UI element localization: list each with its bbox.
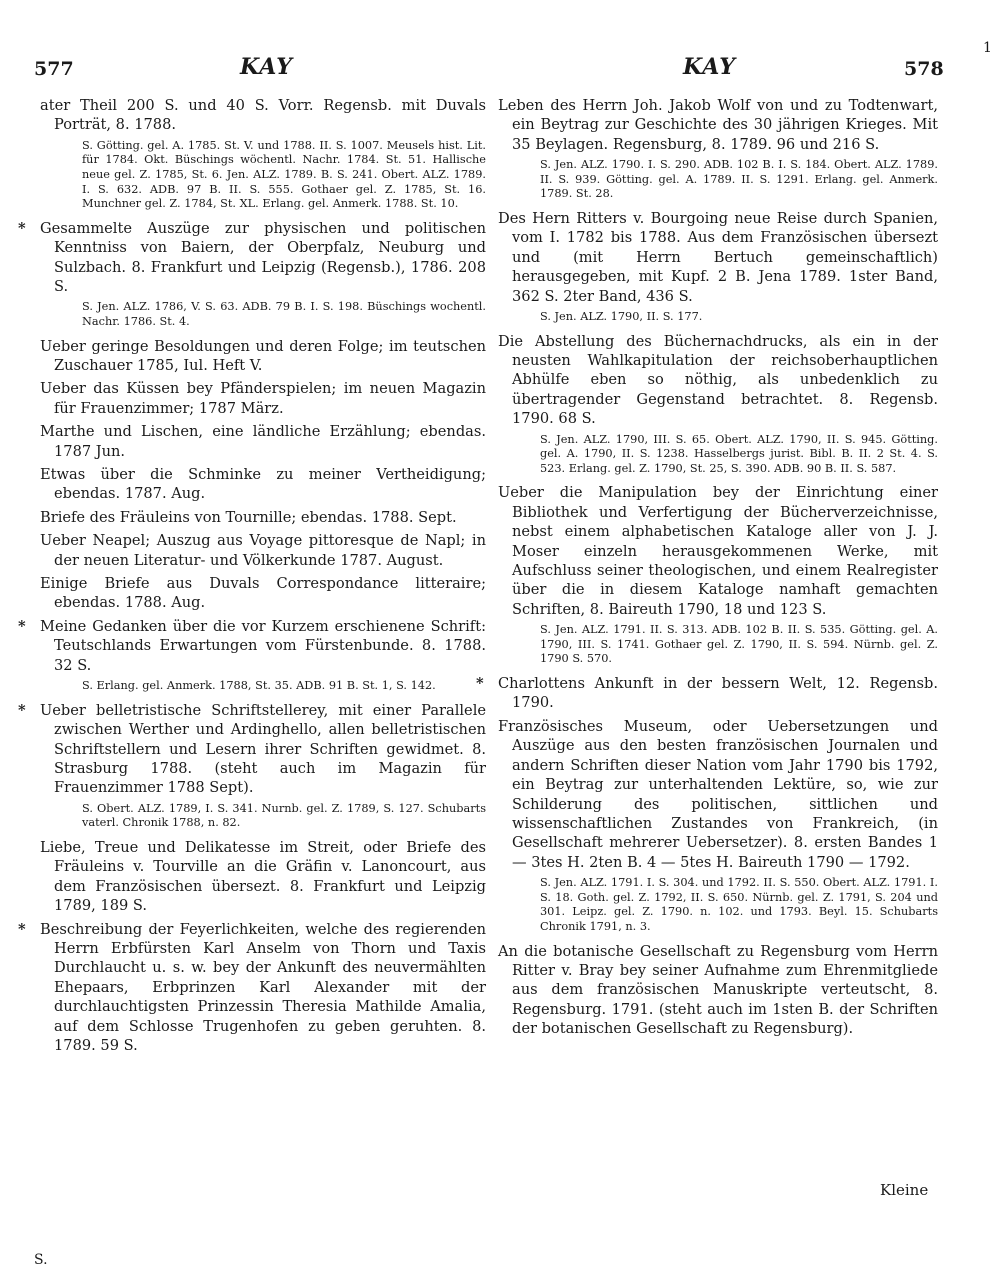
bib-entry: Ueber die Manipulation bey der Einrichtung einer Bibliothek und Verfertigung der Bücherverzeichnisse, nebst einem alphabetischen Kataloge aller von J. J. Moser einzeln herausgekommenen Werke, mit Aufschluss seiner theologischen, und einem Realregister über die in diesem Kataloge namhaft gemachten Schriften, 8. Baireuth 1790, 18 und 123 S. xyxy=(498,484,938,618)
left-page-number: 577 xyxy=(34,58,74,80)
stray-mark-bottom: S. xyxy=(34,1252,48,1268)
bib-entry: * Ueber belletristische Schriftstellerey, mit einer Parallele zwischen Werther und Ardinghello, allen belletristischen Schriftstellern und Lesern ihrer Schriften gewidmet. 8. Strasburg 1788. (steht auch im Magazin für Frauenzimmer 1788 Sept). xyxy=(40,701,486,798)
bib-entry: An die botanische Gesellschaft zu Regensburg vom Herrn Ritter v. Bray bey seiner Aufnahme zum Ehrenmitgliede aus dem französischen Manuskripte verteutscht, 8. Regensburg. 1791. (steht auch im 1sten B. der Schriften der botanischen Gesellschaft zu Regensburg). xyxy=(498,942,938,1038)
review-refs: S. Jen. ALZ. 1791. I. S. 304. und 1792. II. S. 550. Obert. ALZ. 1791. I. S. 18. Goth. gel. Z. 1792, II. S. 650. Nürnb. gel. Z. 1791, S. 204 und 301. Leipz. gel. Z. 1790. n. 102. und 1793. Beyl. 15. Schubarts Chronik 1791, n. 3. xyxy=(540,876,938,933)
bib-entry: Ueber geringe Besoldungen und deren Folge; im teutschen Zuschauer 1785, Iul. Heft V. xyxy=(40,337,486,374)
right-column xyxy=(498,96,938,1043)
review-refs: S. Obert. ALZ. 1789, I. S. 341. Nurnb. gel. Z. 1789, S. 127. Schubarts vaterl. Chronik 1788, n. 82. xyxy=(82,801,486,830)
bib-entry: ater Theil 200 S. und 40 S. Vorr. Regensb. mit Duvals Porträt, 8. 1788. xyxy=(40,97,486,134)
bib-entry: Etwas über die Schminke zu meiner Vertheidigung; ebendas. 1787. Aug. xyxy=(40,466,486,503)
bib-entry: Liebe, Treue und Delikatesse im Streit, oder Briefe des Fräuleins v. Tourville an die Gräfin v. Lanoncourt, aus dem Französischen übersezt. 8. Frankfurt und Leipzig 1789, 189 S. xyxy=(40,838,486,915)
bib-entry: Ueber das Küssen bey Pfänderspielen; im neuen Magazin für Frauenzimmer; 1787 März. xyxy=(40,380,486,417)
left-running-head: KAY xyxy=(240,54,293,80)
review-refs: S. Jen. ALZ. 1791. II. S. 313. ADB. 102 B. II. S. 535. Götting. gel. A. 1790, III. S. 1741. Gothaer gel. Z. 1790, II. S. 594. Nürnb. gel. Z. 1790 S. 570. xyxy=(540,623,938,666)
bib-entry: Marthe und Lischen, eine ländliche Erzählung; ebendas. 1787 Jun. xyxy=(40,423,486,460)
catchword: Kleine xyxy=(880,1181,929,1199)
bib-entry: Die Abstellung des Büchernachdrucks, als ein in der neusten Wahlkapitulation der reichsoberhauptlichen Abhülfe eben so nöthig, als unbedenklich zu übertragender Gegenstand betrachtet. 8. Regensb. 1790. 68 S. xyxy=(498,332,938,428)
review-refs: S. Jen. ALZ. 1786, V. S. 63. ADB. 79 B. I. S. 198. Büschings wochentl. Nachr. 1786. St. 4. xyxy=(82,300,486,328)
bib-entry: * Meine Gedanken über die vor Kurzem erschienene Schrift: Teutschlands Erwartungen vom Fürstenbunde. 8. 1788. 32 S. xyxy=(40,617,486,675)
stray-mark-top: 1 xyxy=(983,40,992,56)
bib-entry: Französisches Museum, oder Uebersetzungen und Auszüge aus den besten französischen Journalen und andern Schriften dieser Nation vom Jahr 1790 bis 1792, ein Beytrag zur unterhaltenden Lektüre, so, wie zur Schilderung des politischen, sittlichen und wissenschaftlichen Zustandes von Frankreich, (in Gesellschaft mehrerer Uebersetzer). 8. ersten Bandes 1 — 3tes H. 2ten B. 4 — 5tes H. Baireuth 1790 — 1792. xyxy=(498,717,938,871)
review-refs: S. Götting. gel. A. 1785. St. V. und 1788. II. S. 1007. Meusels hist. Lit. für 1784. Okt. Büschings wöchentl. Nachr. 1784. St. 51. Hallische neue gel. Z. 1785, St. 6. Jen. ALZ. 1789. B. S. 241. Obert. ALZ. 1789. I. S. 632. ADB. 97 B. II. S. 555. Gothaer gel. Z. 1785, St. 16. Munchner gel. Z. 1784, St. XL. Erlang. gel. Anmerk. 1788. St. 10. xyxy=(82,138,486,211)
bib-entry: Des Hern Ritters v. Bourgoing neue Reise durch Spanien, vom I. 1782 bis 1788. Aus dem Französischen übersezt und (mit Herrn Bertuch gemeinschaftlich) herausgegeben, mit Kupf. 2 B. Jena 1789. 1ster Band, 362 S. 2ter Band, 436 S. xyxy=(498,210,938,305)
right-page-number: 578 xyxy=(904,58,944,80)
bib-entry: Einige Briefe aus Duvals Correspondance litteraire; ebendas. 1788. Aug. xyxy=(40,575,486,612)
bib-entry: * Charlottens Ankunft in der bessern Welt, 12. Regensb. 1790. xyxy=(498,674,938,713)
right-running-head: KAY xyxy=(683,54,736,80)
bib-entry: * Beschreibung der Feyerlichkeiten, welche des regierenden Herrn Erbfürsten Karl Anselm von Thorn und Taxis Durchlaucht u. s. w. bey der Ankunft des neuvermählten Ehepaars, Erbprinzen Karl Alexander mit der durchlauchtigsten Prinzessin Theresia Mathilde Amalia, auf dem Schlosse Trugenhofen zu geben geruhten. 8. 1789. 59 S. xyxy=(40,920,486,1056)
left-column xyxy=(40,96,486,1059)
bib-entry: Leben des Herrn Joh. Jakob Wolf von und zu Todtenwart, ein Beytrag zur Geschichte des 30 jährigen Krieges. Mit 35 Beylagen. Regensburg, 8. 1789. 96 und 216 S. xyxy=(498,97,938,153)
bib-entry: * Gesammelte Auszüge zur physischen und politischen Kenntniss von Baiern, der Oberpfalz, Neuburg und Sulzbach. 8. Frankfurt und Leipzig (Regensb.), 1786. 208 S. xyxy=(40,219,486,297)
review-refs: S. Jen. ALZ. 1790. I. S. 290. ADB. 102 B. I. S. 184. Obert. ALZ. 1789. II. S. 939. Götting. gel. A. 1789. II. S. 1291. Erlang. gel. Anmerk. 1789. St. 28. xyxy=(540,158,938,201)
bib-entry: Briefe des Fräuleins von Tournille; ebendas. 1788. Sept. xyxy=(40,508,457,526)
review-refs: S. Jen. ALZ. 1790, III. S. 65. Obert. ALZ. 1790, II. S. 945. Götting. gel. A. 1790, II. S. 1238. Hasselbergs jurist. Bibl. B. II. 2 St. 4. S. 523. Erlang. gel. Z. 1790, St. 25, S. 390. ADB. 90 B. II. S. 587. xyxy=(540,432,938,475)
review-refs: S. Erlang. gel. Anmerk. 1788, St. 35. ADB. 91 B. St. 1, S. 142. xyxy=(82,679,436,693)
review-refs: S. Jen. ALZ. 1790, II. S. 177. xyxy=(540,310,703,324)
bib-entry: Ueber Neapel; Auszug aus Voyage pittoresque de Napl; in der neuen Literatur- und Völkerkunde 1787. August. xyxy=(40,532,486,569)
